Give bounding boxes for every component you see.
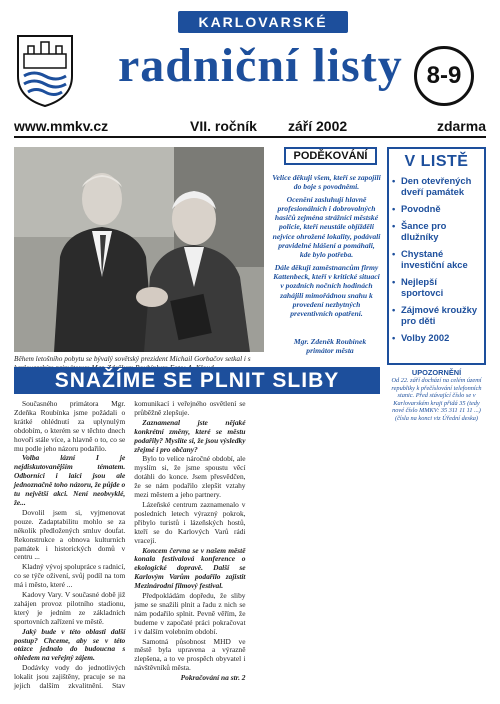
article-paragraph: Současného primátora Mgr. Zdeňka Roubínka jsme požádali o krátké ohlédnutí za uplynulým obdobím, o kterém se v těchto dnech hovoří stále více, a hlavně o to, co se mu podle jeho názoru podařilo. (14, 399, 126, 453)
issue-number-badge: 8-9 (414, 46, 474, 106)
article-paragraph: Dodávky vody do jednotlivých lokalit jsou zajištěny, pracuje se na jejich dalším zkvalitnění. Stav komunikací i veřejného osvětlení se průběžně zlepšuje. (14, 399, 246, 691)
article-paragraph: Samotná působnost MHD ve městě byla upravena a výrazně zlepšena, a to ve prospěch obyvatel i návštěvníků města. (134, 636, 246, 673)
article-paragraph: Dovolil jsem si, vyjmenovat pouze. Zadaptabilitu mohlo se za několik předložených smluv doufat. Rekonstrukce a obnova kulturních památek i historických domů v centru ... (14, 507, 126, 562)
continued-link[interactable]: Pokračování na str. 2 (180, 673, 246, 683)
price-label: zdarma (436, 118, 486, 134)
front-page-photo (14, 147, 264, 352)
article-paragraph: Předpokládám dopředu, že sliby jsme se snažili plnit a řadu z nich se nám podařilo splnit. Pevně věřím, že budeme v započaté práci pokračovat i v dalším volebním období. (134, 591, 246, 636)
article-paragraph: Bylo to velice náročné období, ale myslím si, že jsme spoustu věcí dotáhli do konce. Jsem přesvědčen, že se nám podařilo zlepšit vztahy mezi městem a jeho partnery. (134, 454, 246, 500)
article-question: Volba lázní I je nejdiskutovanějším tématem. Odborníci i laici jsou ale jednoznačně toho názoru, že půjde o tu největší akci. Není neobvyklé, že... (14, 453, 126, 507)
notice-text: Od 22. září dochází na celém území republiky k přečíslování telefonních stanic. Před stávající číslo se v Karlovarském kraji přidá 35 (tedy nové číslo MMKV: 35 311 11 11 ...) (čísla na konci viz Úřední deska) (391, 377, 482, 422)
masthead-info-bar (14, 116, 486, 138)
thanks-paragraph: Dále děkuji zaměstnancům firmy Kattenbeck, kteří v kritické situaci v pozdních nočních hodinách zahájili mimořádnou snahu k provedení nezbytných preventivních opatření. (273, 262, 380, 319)
thanks-box (270, 147, 383, 373)
website-link[interactable]: www.mmkv.cz (14, 118, 109, 134)
photo-caption: Během letošního pobytu se bývalý sovětský prezident Michail Gorbačov setkal i s (14, 354, 251, 363)
in-this-issue-list (389, 175, 484, 343)
signature-role: primátor města (306, 346, 354, 355)
thanks-paragraph: Velice děkuji všem, kteří se zapojili do boje s povodněmi. (272, 173, 381, 192)
thanks-paragraph: Ocenění zasluhují hlavně profesionálních i dobrovolných hasičů zejména strážníci městské policie, kteří neustále objížděli nejvíce ohrožené lokality, podávali pravidelné hlášení a pomáhali, kde bylo potřeba. (272, 194, 381, 260)
in-this-issue-box (387, 147, 486, 365)
volume-label: VII. ročník (190, 118, 257, 134)
city-coat-of-arms-icon (16, 34, 74, 108)
list-item[interactable]: • Nejlepší sportovci (401, 276, 480, 298)
notice-title: UPOZORNĚNÍ (411, 368, 462, 377)
article-paragraph: Kladný vývoj spolupráce s radnicí, co se týče oživení, svůj podíl na tom má i město, které ... (14, 562, 126, 590)
list-item[interactable]: • Zájmové kroužky pro děti (401, 304, 480, 326)
thanks-body (272, 173, 381, 321)
article-headline: SNAŽÍME SE PLNIT SLIBY (14, 367, 380, 394)
list-item[interactable]: • Den otevřených dveří památek (401, 175, 480, 197)
signature-name: Mgr. Zdeněk Roubínek (293, 337, 367, 346)
list-item[interactable]: • Povodně (401, 203, 480, 214)
masthead-title: radniční listy (118, 39, 403, 92)
masthead-city: KARLOVARSKÉ (178, 11, 348, 33)
article-body (14, 400, 486, 700)
thanks-title: PODĚKOVÁNÍ (284, 147, 377, 165)
article-question: Koncem června se v našem městě konala festivalová konference o ekologické dopravě. Další se Karlovým Varům podařilo zajistit Mezinárodní filmový festival. (134, 545, 246, 591)
article-question: Zaznamenal jste nějaké konkrétní změny, které se městu podařily? Myslíte si, že jsou výsledky zřejmé i pro občany? (134, 417, 246, 454)
list-item[interactable]: • Šance pro dlužníky (401, 220, 480, 242)
in-this-issue-title: V LISTĚ (404, 153, 469, 170)
article-question: Jaký bude v této oblasti další postup? Chceme, aby se v této otázce jednalo do budoucna s ohledem na veřejný zájem. (14, 626, 126, 663)
issue-date: září 2002 (288, 118, 348, 134)
list-item[interactable]: • Chystané investiční akce (401, 248, 480, 270)
thanks-signature (280, 337, 380, 355)
article-paragraph: Kadovy Vary. V současné době již zahájen provoz pilotního stadionu, který je jedním ze základních sportovních zařízení ve městě. (14, 590, 126, 626)
article-paragraph: Lázeňské centrum zaznamenalo v posledních letech výrazný pokrok, přibylo turistů i lázeňských hostů, kteří se do Karlových Varů rádi vracejí. (134, 499, 246, 545)
list-item[interactable]: • Volby 2002 (401, 332, 480, 343)
